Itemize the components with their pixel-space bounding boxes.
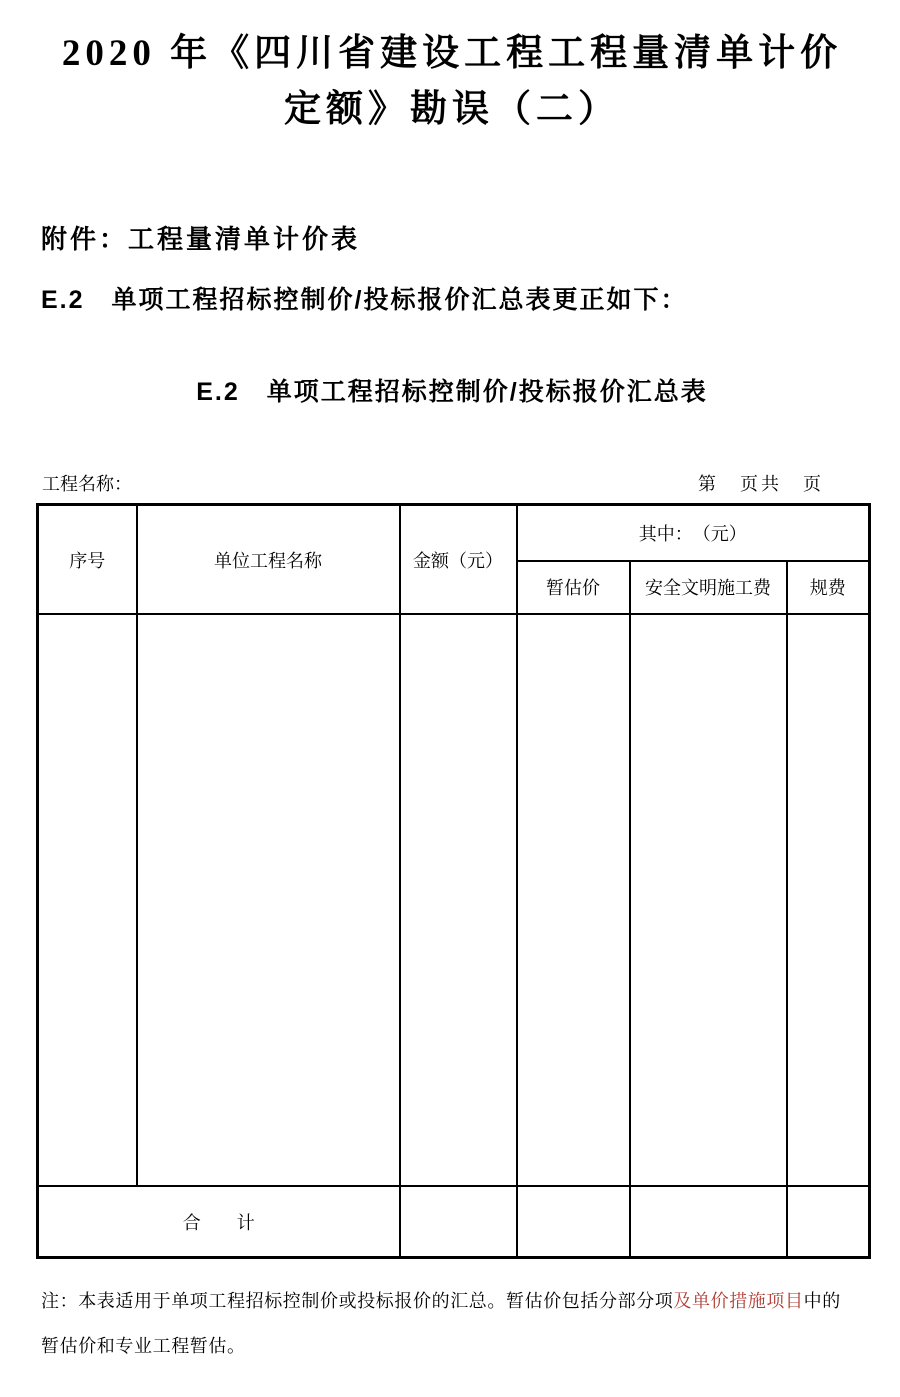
cell-safety-civilized-fee	[630, 614, 787, 1186]
note-text-part1: 注：本表适用于单项工程招标控制价或投标报价的汇总。暂估价包括分部分项	[41, 1291, 674, 1312]
document-title-line1: 2020 年《四川省建设工程工程量清单计价	[61, 33, 843, 74]
page-indicator: 第 页共 页	[698, 474, 824, 495]
document-title-line2: 定额》勘误（二）	[284, 88, 620, 130]
col-header-safety-civilized-fee: 安全文明施工费	[630, 561, 787, 614]
project-name-label: 工程名称：	[42, 474, 132, 495]
cell-provisional-sum	[517, 614, 630, 1186]
total-label: 合 计	[38, 1186, 400, 1258]
total-row	[38, 1186, 870, 1258]
cell-amount	[400, 614, 517, 1186]
col-header-statutory-fees: 规费	[787, 561, 870, 614]
document-title	[36, 26, 868, 137]
note-red-text: 及单价措施项目	[673, 1291, 804, 1312]
cell-seq	[38, 614, 137, 1186]
document-page	[0, 26, 900, 1397]
table-row	[38, 614, 870, 1186]
col-header-amount: 金额（元）	[400, 505, 517, 614]
col-header-including: 其中： （元）	[517, 505, 870, 561]
note-text-part2: 中的暂估价和专业工程暂估。	[41, 1291, 841, 1357]
attachment-label: 附件：工程量清单计价表	[41, 224, 361, 254]
summary-table	[36, 503, 871, 1259]
total-safety-civilized-fee	[630, 1186, 787, 1258]
total-provisional-sum	[517, 1186, 630, 1258]
col-header-unit-project-name: 单位工程名称	[137, 505, 400, 614]
table-meta-row	[36, 472, 868, 497]
col-header-seq: 序号	[38, 505, 137, 614]
correction-statement: E.2 单项工程招标控制价/投标报价汇总表更正如下：	[41, 286, 688, 315]
table-note	[41, 1279, 847, 1369]
cell-unit-project-name	[137, 614, 400, 1186]
col-header-provisional-sum: 暂估价	[517, 561, 630, 614]
cell-statutory-fees	[787, 614, 870, 1186]
total-amount	[400, 1186, 517, 1258]
table-title: E.2 单项工程招标控制价/投标报价汇总表	[196, 378, 708, 407]
total-statutory-fees	[787, 1186, 870, 1258]
